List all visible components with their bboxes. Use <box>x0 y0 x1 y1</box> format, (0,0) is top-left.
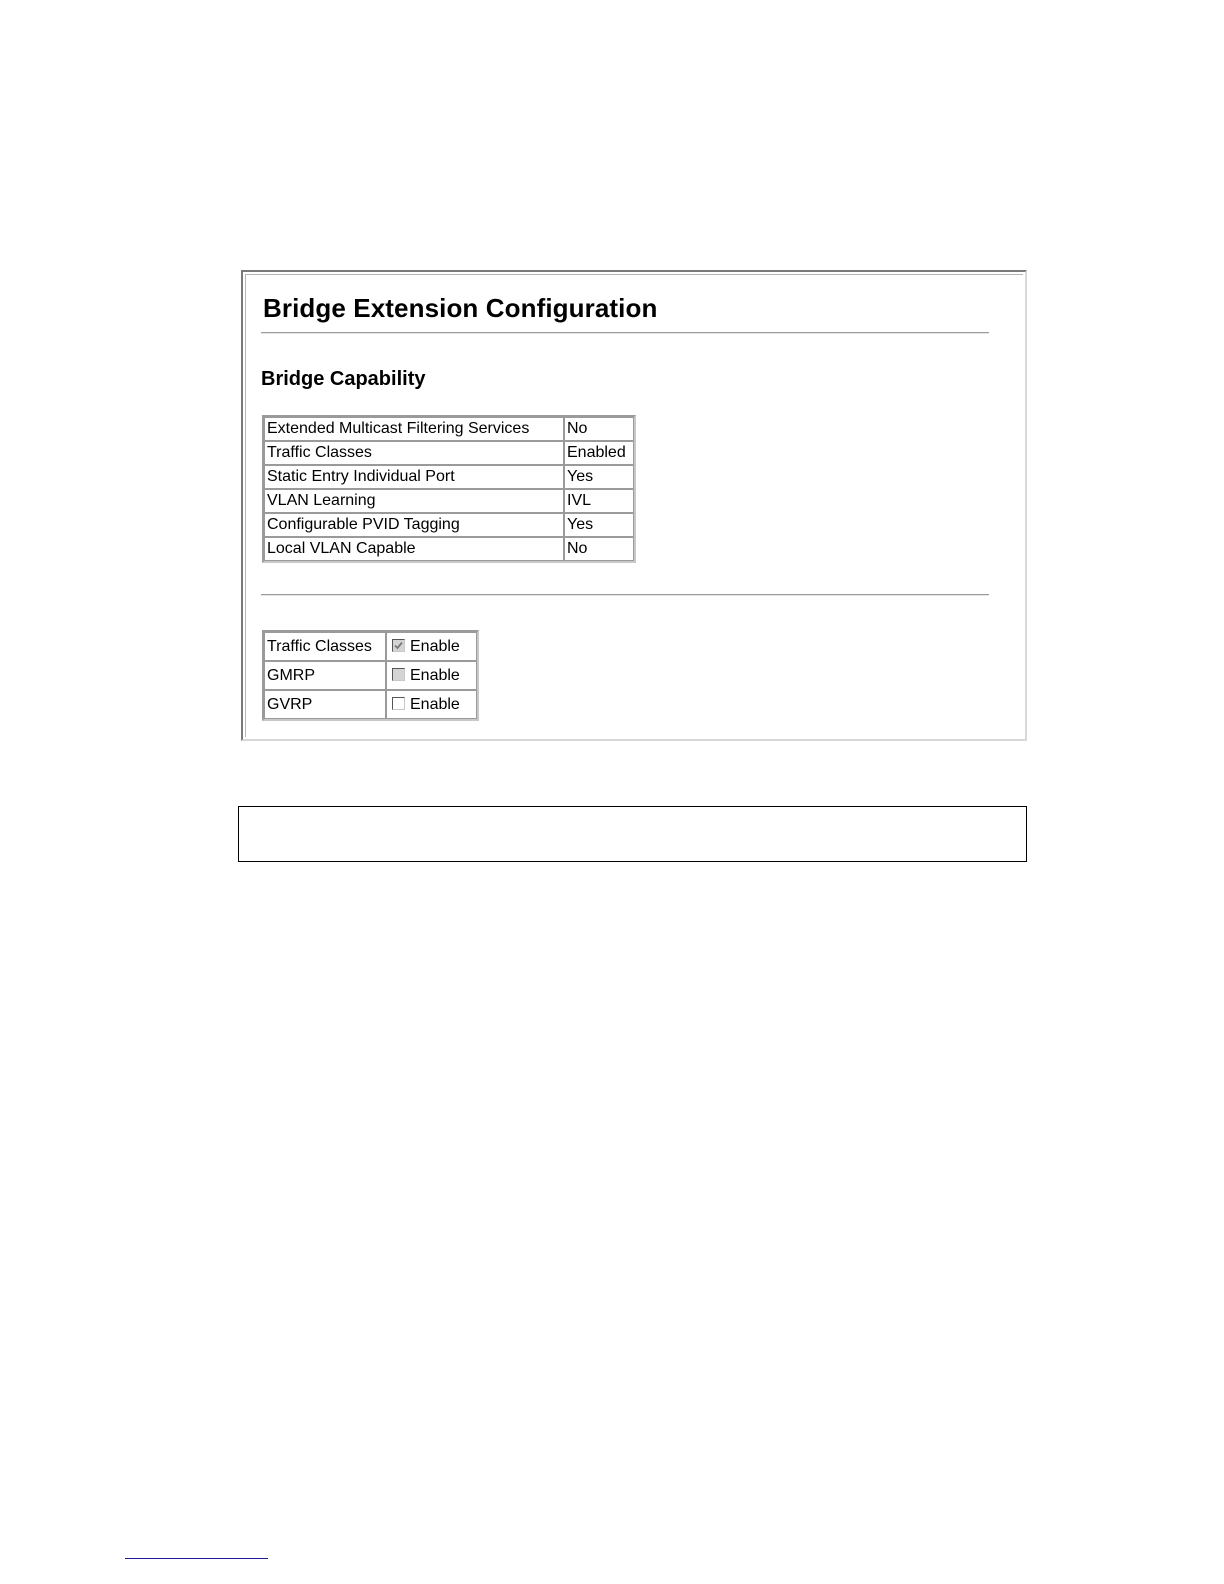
traffic-classes-enable-label: Enable <box>410 637 460 655</box>
gmrp-enable-cell <box>386 661 477 690</box>
setting-label-gmrp: GMRP <box>264 661 386 690</box>
capability-label: Configurable PVID Tagging <box>264 513 564 537</box>
capability-value: Yes <box>564 513 634 537</box>
setting-label-gvrp: GVRP <box>264 690 386 719</box>
section-title-bridge-capability: Bridge Capability <box>261 368 426 390</box>
capability-value: No <box>564 417 634 441</box>
table-row <box>264 632 477 661</box>
capability-label: Extended Multicast Filtering Services <box>264 417 564 441</box>
capability-value: No <box>564 537 634 561</box>
setting-label-traffic-classes: Traffic Classes <box>264 632 386 661</box>
traffic-classes-enable-cell <box>386 632 477 661</box>
table-row <box>264 661 477 690</box>
table-row <box>264 489 634 513</box>
table-row <box>264 690 477 719</box>
table-row <box>264 537 634 561</box>
section-divider <box>261 594 989 596</box>
gvrp-enable-cell <box>386 690 477 719</box>
table-row <box>264 513 634 537</box>
caption-box <box>238 806 1027 862</box>
checkbox-unchecked-icon <box>392 668 405 681</box>
bridge-capability-table <box>262 415 636 563</box>
checkbox-unchecked-icon[interactable] <box>392 697 405 710</box>
capability-value: IVL <box>564 489 634 513</box>
gmrp-enable-label: Enable <box>410 666 460 684</box>
capability-value: Enabled <box>564 441 634 465</box>
capability-label: Traffic Classes <box>264 441 564 465</box>
table-row <box>264 417 634 441</box>
capability-label: VLAN Learning <box>264 489 564 513</box>
capability-label: Local VLAN Capable <box>264 537 564 561</box>
table-row <box>264 465 634 489</box>
page-title: Bridge Extension Configuration <box>263 293 658 323</box>
bridge-settings-table <box>262 630 479 721</box>
screenshot-panel <box>241 270 1027 741</box>
footnote-separator <box>125 1558 268 1559</box>
title-divider <box>261 332 989 334</box>
panel-content <box>245 274 1023 737</box>
capability-label: Static Entry Individual Port <box>264 465 564 489</box>
gvrp-enable-label[interactable]: Enable <box>410 695 460 713</box>
checkbox-checked-icon <box>392 639 405 652</box>
table-row <box>264 441 634 465</box>
capability-value: Yes <box>564 465 634 489</box>
